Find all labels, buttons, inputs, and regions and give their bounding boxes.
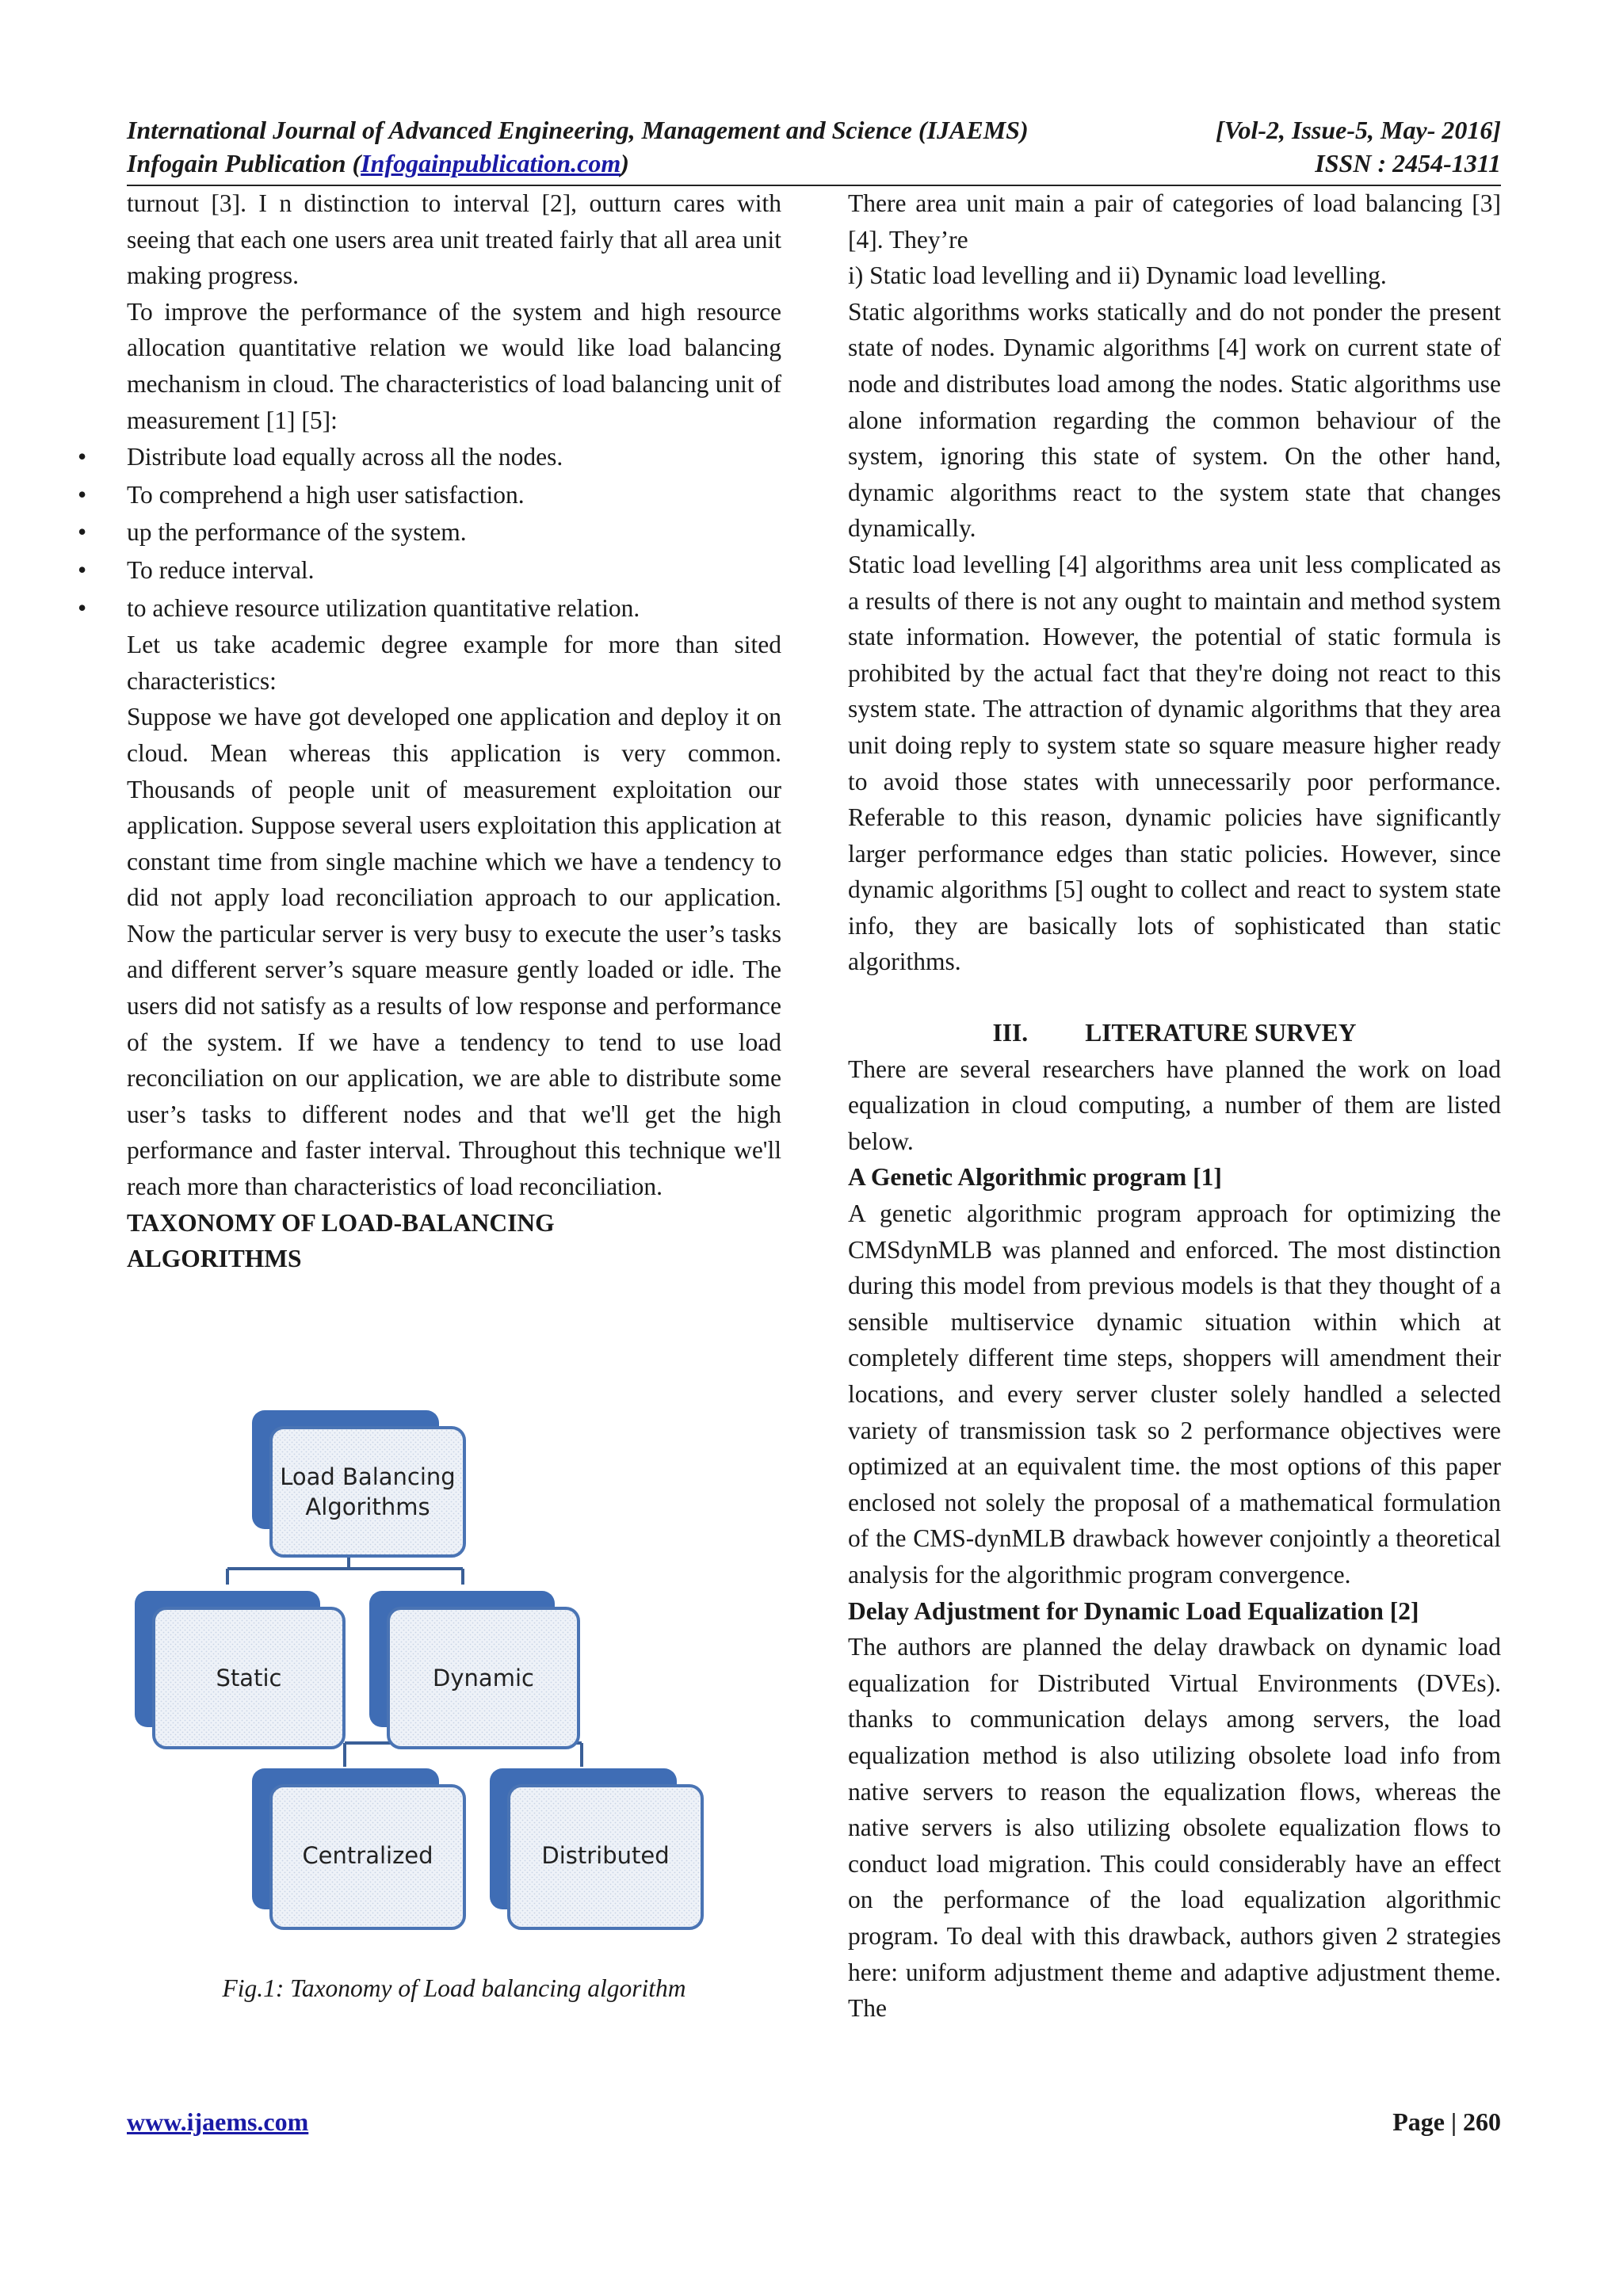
list-item: • To comprehend a high user satisfaction. xyxy=(127,476,781,514)
node-dynamic xyxy=(369,1591,579,1748)
publisher-link[interactable]: Infogainpublication.com xyxy=(361,149,621,177)
left-paragraph-1: turnout [3]. I n distinction to interval [2], outturn cares with seeing that each one users area unit treated fairly that all area unit making progress. xyxy=(127,189,781,290)
page-header xyxy=(127,113,1501,180)
left-paragraph-4: Suppose we have got developed one application and deploy it on cloud. Mean whereas this application is very common. Thousands of people unit of measurement exploitation our application. Suppose several users exploitation this application at constant time from single machine which we have a tendency to did not apply load reconciliation approach to our application. Now the particular server is very busy to execute the user’s tasks and different server’s square measure gently loaded or idle. The users did not satisfy as a results of low response and performance of the system. If we have a tendency to tend to use load reconciliation on our application, we are able to distribute some user’s tasks to different nodes and that we'll get the high performance and faster interval. Throughout this technique we'll reach more than characteristics of load reconciliation. xyxy=(127,703,781,1201)
taxonomy-diagram xyxy=(127,1410,781,1933)
characteristics-list xyxy=(127,438,781,627)
right-paragraph-7: The authors are planned the delay drawback on dynamic load equalization for Distributed Virtual Environments (DVEs). thanks to communication delays among servers, the load equalization method is also utilizing obsolete load info from native servers to reason the equalization flows, whereas the native servers is also utilizing obsolete equalization flows to conduct load migration. This could considerably have an effect on the performance of the load equalization algorithmic program. To deal with this drawback, authors given 2 strategies here: uniform adjustment theme and adaptive adjustment theme. The xyxy=(848,1633,1501,2023)
issn: ISSN : 2454-1311 xyxy=(1315,149,1501,177)
right-column xyxy=(848,185,1501,2027)
taxonomy-figure xyxy=(127,1410,781,2002)
node-centralized-label: Centralized xyxy=(302,1842,433,1869)
taxonomy-heading-line-2: ALGORITHMS xyxy=(127,1245,302,1273)
publisher-suffix: ) xyxy=(621,149,629,177)
right-paragraph-4: Static load levelling [4] algorithms area unit less complicated as a results of there is not any ought to maintain and method system state information. However, the potential of static formula is prohibited by the actual fact that they're doing not react to this system state. The attraction of dynamic algorithms that they area unit doing reply to system state so square measure higher ready to avoid those states with unnecessarily poor performance. Referable to this reason, dynamic policies have significantly larger performance edges than static policies. However, since dynamic algorithms [5] ought to collect and react to system state info, they are basically lots of sophisticated than static algorithms. xyxy=(848,550,1501,976)
publisher-prefix: Infogain Publication ( xyxy=(127,149,361,177)
list-item: • Distribute load equally across all the nodes. xyxy=(127,438,781,476)
node-distributed xyxy=(490,1768,702,1928)
list-item: • up the performance of the system. xyxy=(127,513,781,551)
page-number: Page | 260 xyxy=(1392,2107,1501,2136)
node-load-balancing-algorithms xyxy=(252,1410,464,1556)
right-paragraph-1: There area unit main a pair of categories of load balancing [3] [4]. They’re xyxy=(848,189,1501,254)
right-paragraph-5: There are several researchers have planned the work on load equalization in cloud computing, a number of them are listed below. xyxy=(848,1055,1501,1155)
figure-caption: Fig.1: Taxonomy of Load balancing algorithm xyxy=(222,1974,686,2002)
node-root-label-1: Load Balancing xyxy=(280,1463,456,1490)
right-paragraph-3: Static algorithms works statically and do not ponder the present state of nodes. Dynamic algorithms [4] work on current state of node and distributes load among the nodes. Static algorithms use alone information regarding the common behaviour of the system, ignoring this state of system. On the other hand, dynamic algorithms react to the system state that changes dynamically. xyxy=(848,297,1501,543)
section-title: LITERATURE SURVEY xyxy=(1085,1019,1357,1047)
left-paragraph-2: To improve the performance of the system and high resource allocation quantitative relation we would like load balancing mechanism in cloud. The characteristics of load balancing unit of measurement [1] [5]: xyxy=(127,297,781,434)
node-dynamic-label: Dynamic xyxy=(433,1665,534,1691)
left-paragraph-3: Let us take academic degree example for more than sited characteristics: xyxy=(127,631,781,695)
page-footer xyxy=(127,2107,1501,2137)
list-item: • To reduce interval. xyxy=(127,551,781,589)
publisher-line xyxy=(127,147,629,180)
list-item: • to achieve resource utilization quantitative relation. xyxy=(127,589,781,627)
node-centralized xyxy=(252,1768,464,1928)
left-column xyxy=(127,185,781,1277)
volume-info: [Vol-2, Issue-5, May- 2016] xyxy=(1216,116,1501,144)
right-paragraph-2: i) Static load levelling and ii) Dynamic load levelling. xyxy=(848,261,1387,290)
journal-url-link[interactable]: www.ijaems.com xyxy=(127,2107,309,2136)
subheading-genetic: A Genetic Algorithmic program [1] xyxy=(848,1163,1222,1192)
node-root-label-2: Algorithms xyxy=(305,1493,430,1520)
section-number: III. xyxy=(992,1019,1029,1047)
node-distributed-label: Distributed xyxy=(541,1842,670,1869)
taxonomy-heading-line-1: TAXONOMY OF LOAD-BALANCING xyxy=(127,1208,555,1237)
journal-title: International Journal of Advanced Engineering, Management and Science (IJAEMS) xyxy=(127,116,1029,144)
right-paragraph-6: A genetic algorithmic program approach for optimizing the CMSdynMLB was planned and enforced. The most distinction during this model from previous models is that they thought of a sensible multiservice dynamic situation within which at completely different time steps, shoppers will amendment their locations, and every server cluster solely handled a selected variety of transmission task so 2 performance objectives were optimized at an equivalent time. the most options of this paper enclosed not solely the proposal of a mathematical formulation of the CMS-dynMLB drawback however conjointly a theoretical analysis for the algorithmic program convergence. xyxy=(848,1199,1501,1589)
node-static-label: Static xyxy=(216,1665,282,1691)
subheading-delay: Delay Adjustment for Dynamic Load Equalization [2] xyxy=(848,1596,1419,1625)
node-static xyxy=(135,1591,344,1748)
section-heading xyxy=(848,1015,1501,1051)
